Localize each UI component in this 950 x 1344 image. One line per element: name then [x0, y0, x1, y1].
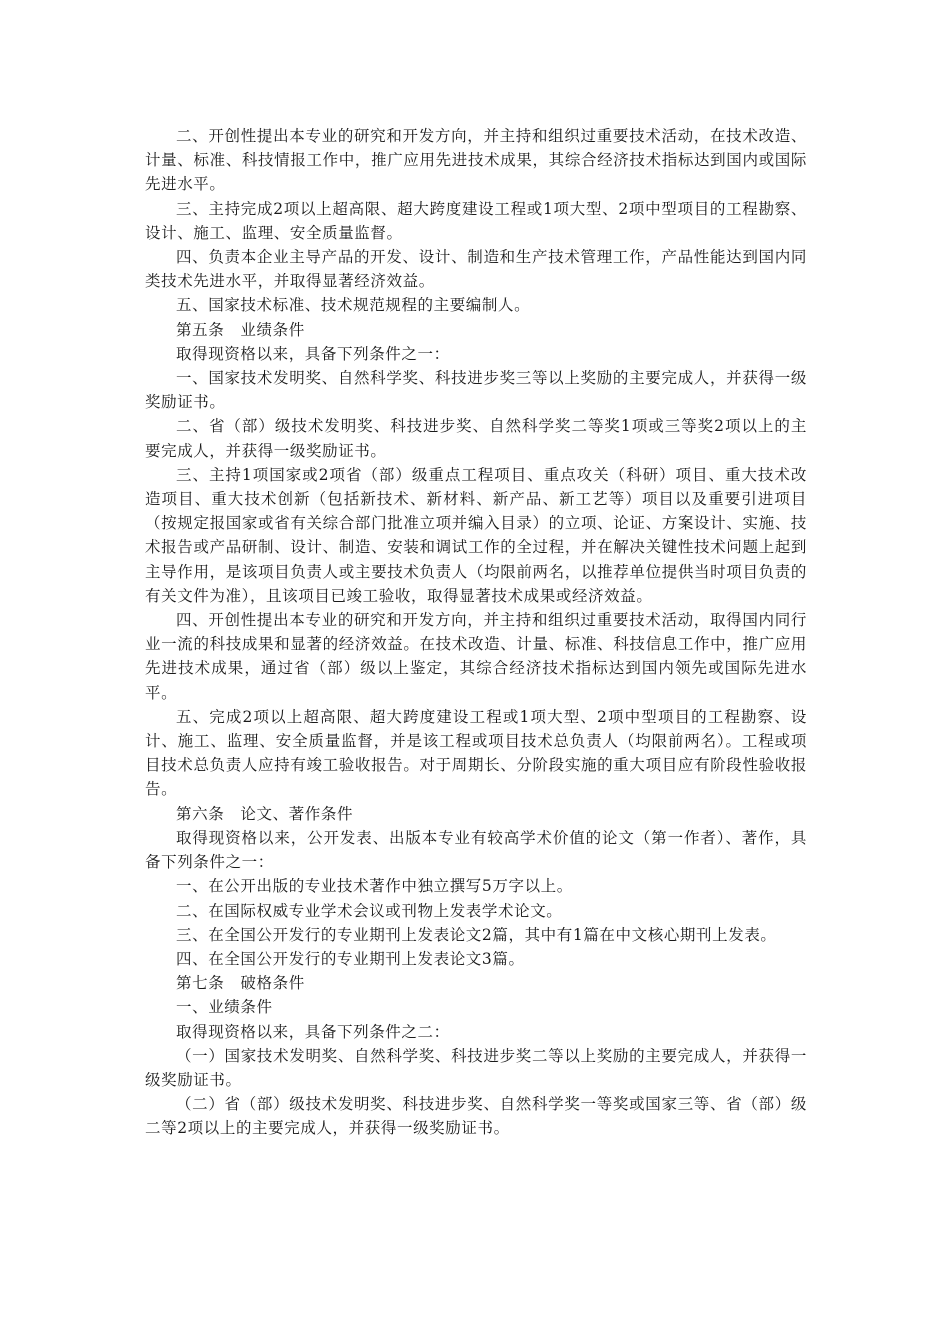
article-6-item-2: 二、在国际权威专业学术会议或刊物上发表学术论文。: [176, 901, 563, 920]
article-6-intro: 取得现资格以来，公开发表、出版本专业有较高学术价值的论文（第一作者）、著作，具备下列条件之一：: [145, 828, 807, 872]
paragraph-item-2: 二、开创性提出本专业的研究和开发方向，并主持和组织过重要技术活动，在技术改造、计量、标准、科技情报工作中，推广应用先进技术成果，其综合经济技术指标达到国内或国际先进水平。: [145, 127, 807, 194]
paragraph-item-3: 三、主持完成2项以上超高限、超大跨度建设工程或1项大型、2项中型项目的工程勘察、设计、施工、监理、安全质量监督。: [145, 199, 807, 242]
article-6-item-3: 三、在全国公开发行的专业期刊上发表论文2篇，其中有1篇在中文核心期刊上发表。: [176, 925, 777, 944]
article-6-heading: 第六条 论文、著作条件: [176, 804, 354, 823]
article-7-intro: 取得现资格以来，具备下列条件之二：: [176, 1022, 450, 1041]
document-body: [145, 124, 807, 1141]
paragraph-item-4: 四、负责本企业主导产品的开发、设计、制造和生产技术管理工作，产品性能达到国内同类技术先进水平，并取得显著经济效益。: [145, 248, 807, 291]
article-5-item-3: 三、主持1项国家或2项省（部）级重点工程项目、重点攻关（科研）项目、重大技术改造项目、重大技术创新（包括新技术、新材料、新产品、新工艺等）项目以及重要引进项目（按规定报国家或省有关综合部门批准立项并编入目录）的立项、论证、方案设计、实施、技术报告或产品研制、设计、制造、安装和调试工作的全过程，并在解决关键性技术问题上起到主导作用，是该项目负责人或主要技术负责人（均限前两名，以推荐单位提供当时项目负责的有关文件为准），且该项目已竣工验收，取得显著技术成果或经济效益。: [145, 465, 807, 605]
article-5-item-2: 二、省（部）级技术发明奖、科技进步奖、自然科学奖二等奖1项或三等奖2项以上的主要完成人，并获得一级奖励证书。: [145, 417, 807, 460]
article-6-item-4: 四、在全国公开发行的专业期刊上发表论文3篇。: [176, 949, 525, 968]
article-7-item-1: （一）国家技术发明奖、自然科学奖、科技进步奖二等以上奖励的主要完成人，并获得一级奖励证书。: [145, 1046, 807, 1089]
article-7-heading: 第七条 破格条件: [176, 974, 305, 993]
article-5-intro: 取得现资格以来，具备下列条件之一：: [176, 344, 450, 363]
paragraph-item-5: 五、国家技术标准、技术规范规程的主要编制人。: [176, 296, 531, 315]
article-7-subheading: 一、业绩条件: [176, 998, 273, 1017]
article-5-item-5: 五、完成2项以上超高限、超大跨度建设工程或1项大型、2项中型项目的工程勘察、设计、施工、监理、安全质量监督，并是该工程或项目技术总负责人（均限前两名）。工程或项目技术总负责人应持有竣工验收报告。对于周期长、分阶段实施的重大项目应有阶段性验收报告。: [145, 707, 807, 799]
article-5-heading: 第五条 业绩条件: [176, 320, 305, 339]
article-7-item-2: （二）省（部）级技术发明奖、科技进步奖、自然科学奖一等奖或国家三等、省（部）级二等2项以上的主要完成人，并获得一级奖励证书。: [145, 1095, 807, 1138]
article-6-item-1: 一、在公开出版的专业技术著作中独立撰写5万字以上。: [176, 877, 573, 896]
article-5-item-1: 一、国家技术发明奖、自然科学奖、科技进步奖三等以上奖励的主要完成人，并获得一级奖励证书。: [145, 369, 807, 412]
article-5-item-4: 四、开创性提出本专业的研究和开发方向，并主持和组织过重要技术活动，取得国内同行业一流的科技成果和显著的经济效益。在技术改造、计量、标准、科技信息工作中，推广应用先进技术成果，通过省（部）级以上鉴定，其综合经济技术指标达到国内领先或国际先进水平。: [145, 611, 807, 702]
